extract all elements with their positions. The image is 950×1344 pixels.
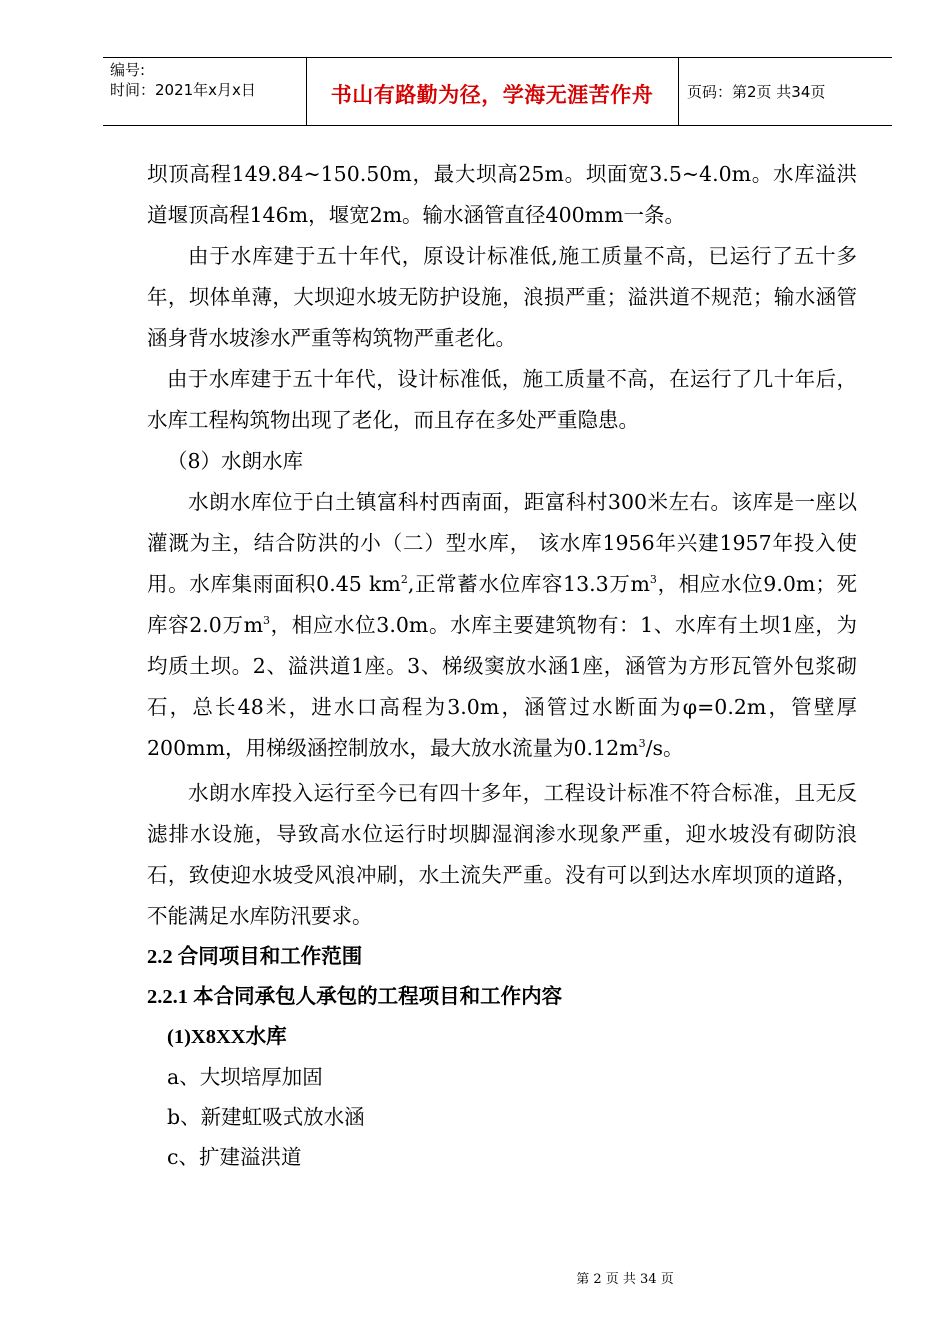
document-time-label: 时间：2021年x月x日	[110, 81, 256, 99]
list-item: a、大坝培厚加固	[167, 1065, 323, 1089]
paragraph-shuilang-overview	[147, 482, 857, 769]
paragraph-dam-specs: 坝顶高程149.84~150.50m，最大坝高25m。坝面宽3.5~4.0m。水库溢洪道堰顶高程146m，堰宽2m。输水涵管直径400mm一条。	[147, 162, 857, 227]
page-footer: 第 2 页 共 34 页	[576, 1272, 674, 1287]
superscript: 3	[263, 614, 271, 627]
paragraph-shuilang-problems: 水朗水库投入运行至今已有四十多年，工程设计标准不符合标准，且无反滤排水设施，导致高水位运行时坝脚湿润渗水现象严重，迎水坡没有砌防浪石，致使迎水坡受风浪冲刷，水土流失严重。没有可以到达水库坝顶的道路，不能满足水库防汛要求。	[147, 781, 857, 928]
superscript: 3	[649, 573, 657, 586]
superscript: 3	[638, 737, 646, 750]
page-header	[0, 0, 950, 130]
section-heading-2-2-1: 2.2.1 本合同承包人承包的工程项目和工作内容	[147, 986, 563, 1008]
section-heading-2-2: 2.2 合同项目和工作范围	[147, 946, 363, 968]
superscript: 2	[400, 573, 408, 586]
header-divider-right	[678, 57, 679, 125]
list-item: c、扩建溢洪道	[167, 1145, 302, 1169]
document-body	[147, 154, 857, 1177]
header-bottom-rule	[103, 125, 892, 126]
document-number-label: 编号:	[110, 61, 146, 79]
paragraph-aging-1: 由于水库建于五十年代，原设计标准低,施工质量不高，已运行了五十多年，坝体单薄，大坝迎水坡无防护设施，浪损严重；溢洪道不规范；输水涵管涵身背水坡渗水严重等构筑物严重老化。	[147, 244, 857, 350]
header-page-info: 页码：第2页 共34页	[687, 83, 826, 101]
text-segment: /s。	[645, 736, 684, 760]
paragraph-aging-2: 由于水库建于五十年代，设计标准低，施工质量不高，在运行了几十年后，水库工程构筑物出现了老化，而且存在多处严重隐患。	[147, 367, 857, 432]
subheading-shuilang-reservoir: （8）水朗水库	[167, 449, 304, 473]
text-segment: ，相应水位9.0m；死库容2.0万m	[147, 572, 857, 637]
text-segment: ,正常蓄水位库容13.3万m	[407, 572, 650, 596]
text-segment: 水朗水库位于白土镇富科村西南面，距富科村300米左右。该库是一座以灌溉为主，结合防洪的小（二）型水库， 该水库1956年兴建1957年投入使用。水库集雨面积0.45 km	[147, 490, 857, 596]
header-motto: 书山有路勤为径，学海无涯苦作舟	[330, 83, 654, 107]
list-item: b、新建虹吸式放水涵	[167, 1105, 365, 1129]
text-segment: ，相应水位3.0m。水库主要建筑物有：1、水库有土坝1座，为均质土坝。2、溢洪道1座。3、梯级窦放水涵1座，涵管为方形瓦管外包浆砌石，总长48米，进水口高程为3.0m，涵管过水断面为φ=0.2m，管壁厚200mm，用梯级涵控制放水，最大放水流量为0.12m	[147, 613, 858, 760]
item-heading-x8xx-reservoir: (1)X8XX水库	[167, 1026, 287, 1048]
header-meta	[110, 60, 256, 100]
header-top-rule	[103, 57, 892, 58]
